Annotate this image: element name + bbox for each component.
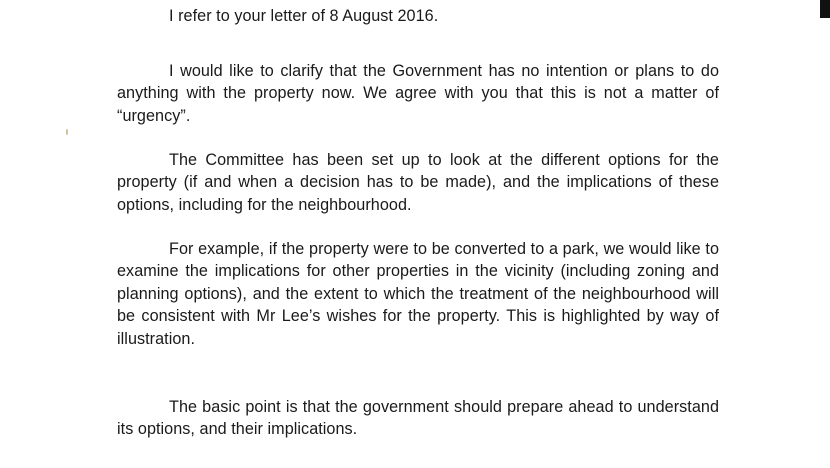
scan-speck [66,129,68,135]
paragraph-committee: The Committee has been set up to look at the different options for the property (if and when a decision has to be made), and the implications of these options, including for the neighbourhood. [117,151,719,214]
paragraph-basic-point: The basic point is that the government should prepare ahead to understand its options, and their implications. [117,398,719,439]
paragraph-clarification: I would like to clarify that the Government has no intention or plans to do anything with the property now. We agree with you that this is not a matter of “urgency”. [117,62,719,125]
scan-edge-mark [820,0,830,18]
paragraph-letter-reference: I refer to your letter of 8 August 2016. [169,7,439,25]
paragraph-example: For example, if the property were to be converted to a park, we would like to examine the implications for other properties in the vicinity (including zoning and planning options), and the extent to which the treatment of the neighbourhood will be consistent with Mr Lee’s wishes for the property. This is highlighted by way of illustration. [117,240,719,348]
